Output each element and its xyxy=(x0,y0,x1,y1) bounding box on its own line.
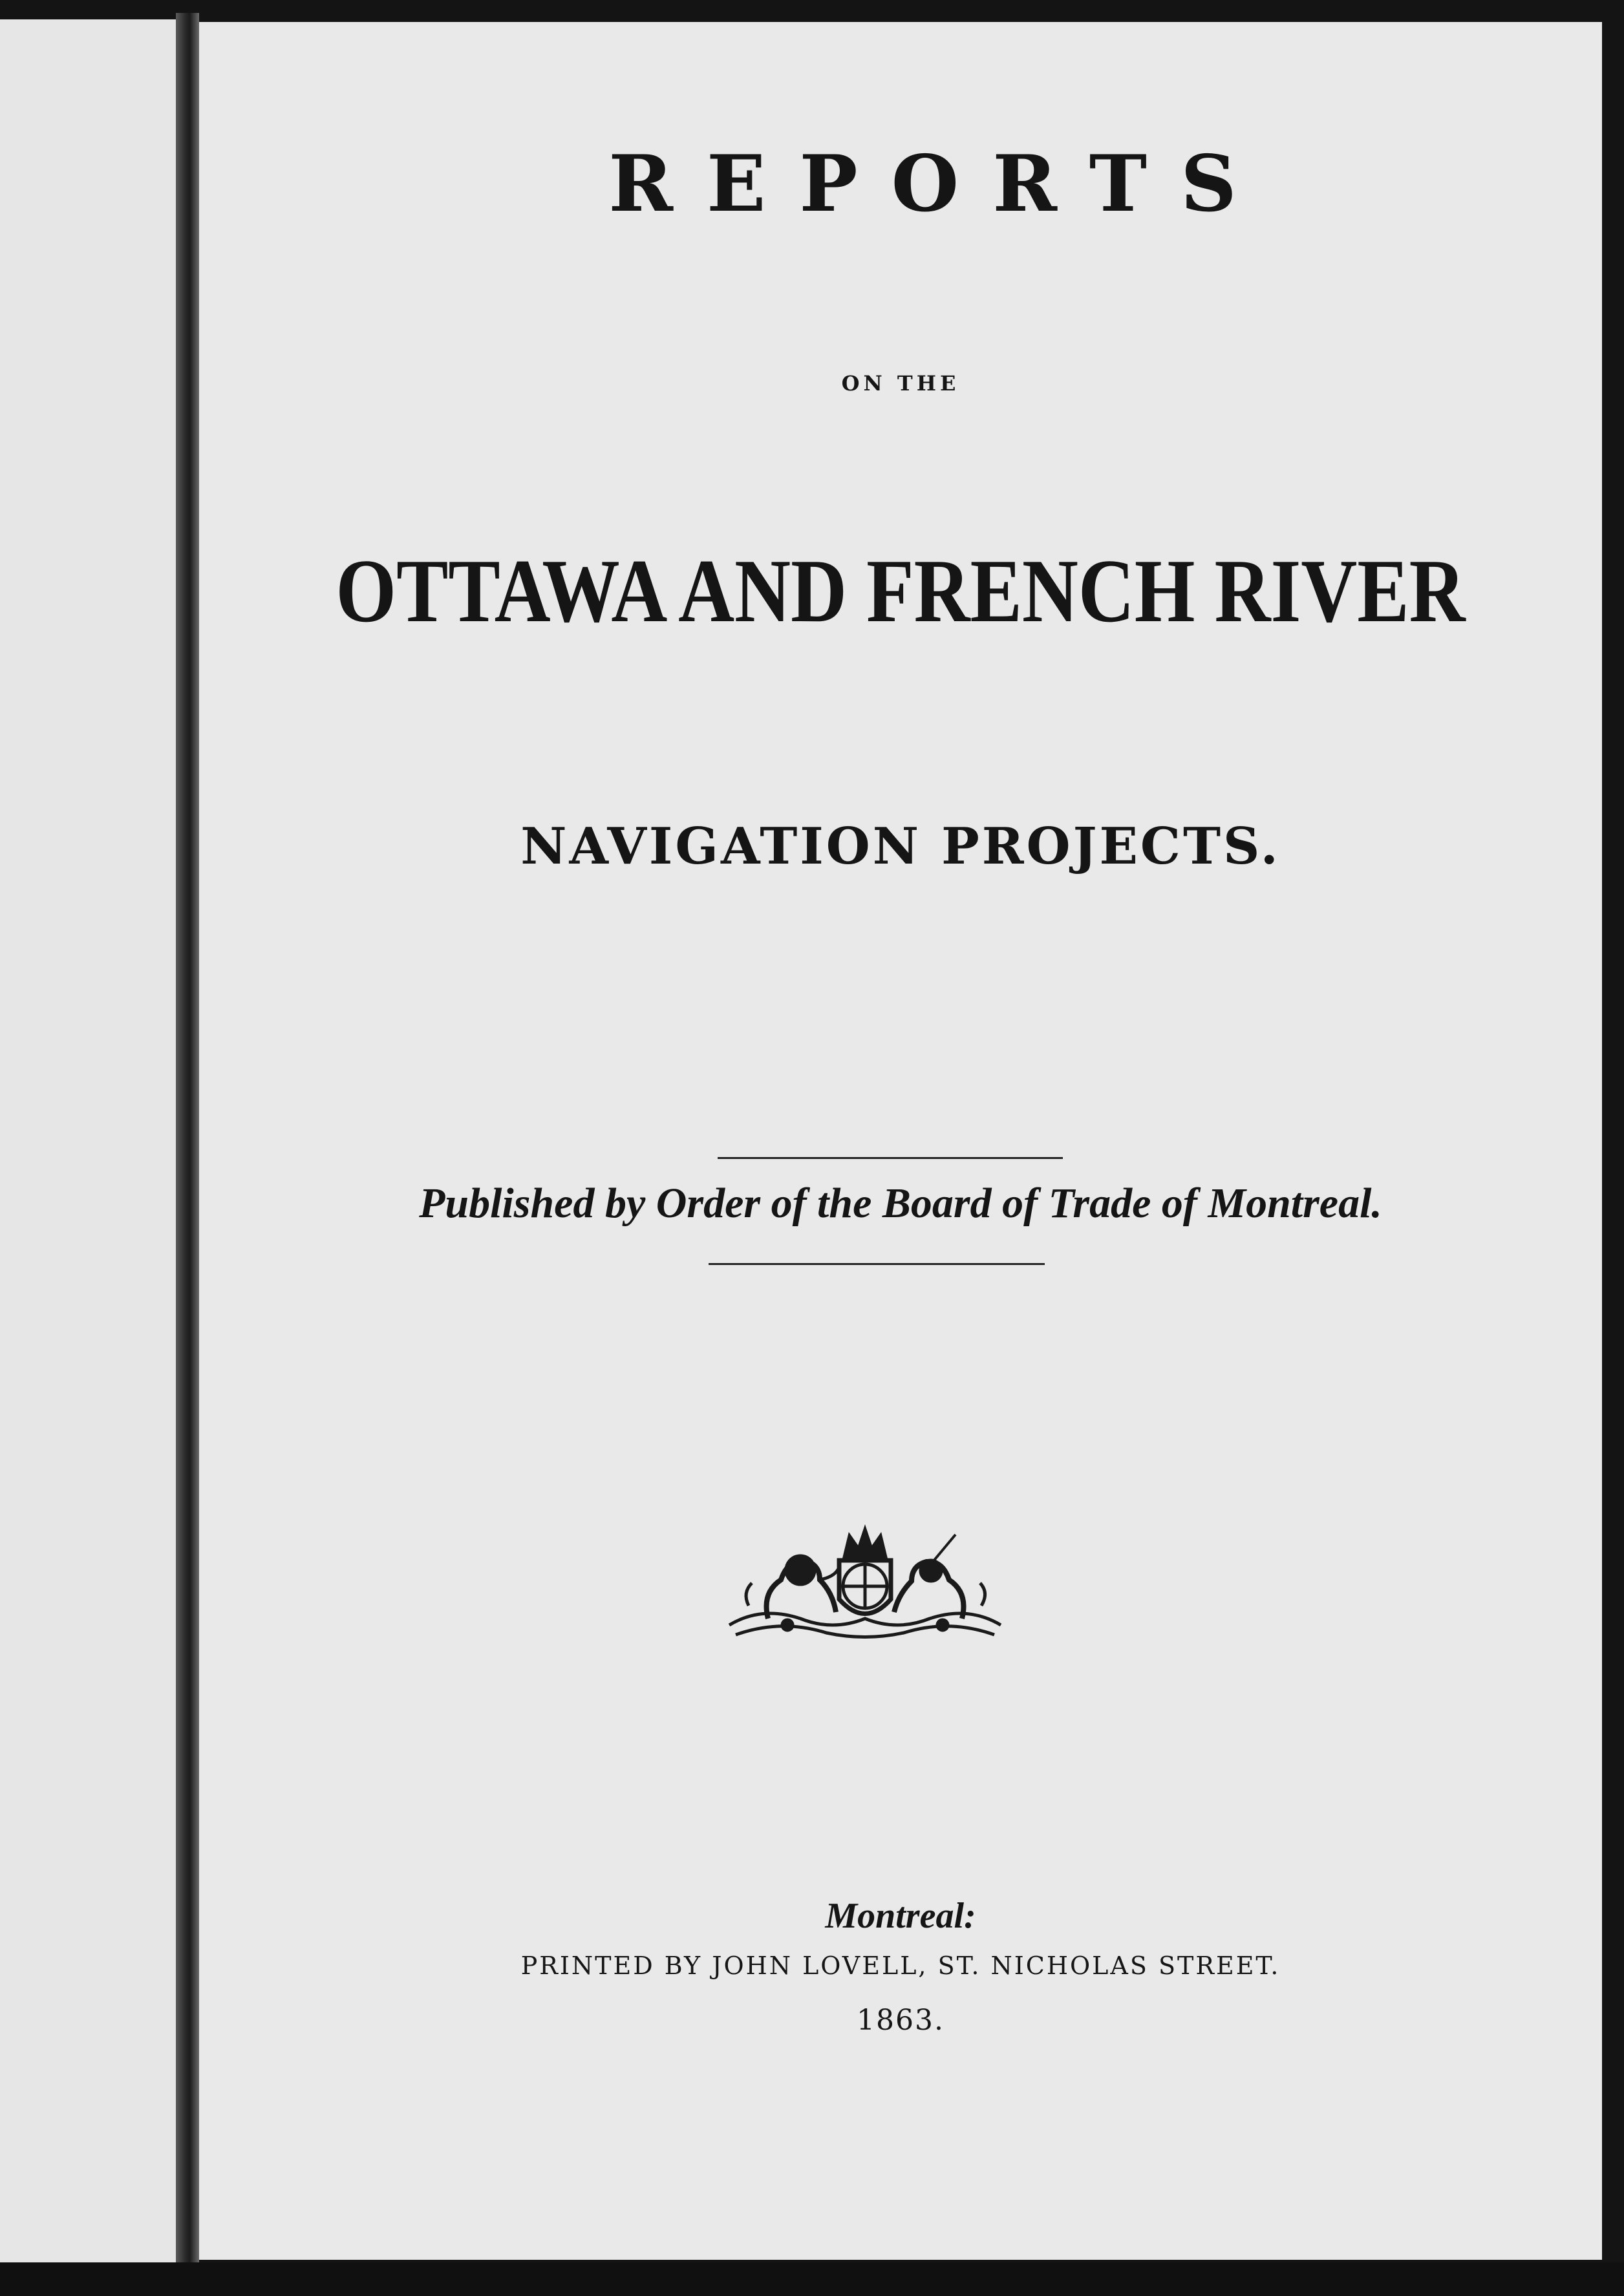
imprint-place: Montreal: xyxy=(825,1896,976,1936)
title-heading: REPORTS xyxy=(608,138,1270,229)
title-subtitle: NAVIGATION PROJECTS. xyxy=(520,817,1281,876)
title-connector: ON THE xyxy=(841,371,960,396)
royal-coat-of-arms-icon xyxy=(723,1522,1007,1644)
top-rule xyxy=(718,1157,1063,1159)
bottom-rule xyxy=(709,1263,1045,1265)
imprint-year: 1863. xyxy=(857,2004,945,2037)
title-subject: OTTAWA AND FRENCH RIVER xyxy=(336,541,1466,641)
publisher-note: Published by Order of the Board of Trade of Montreal. xyxy=(419,1180,1382,1227)
title-page xyxy=(199,22,1602,2260)
book-gutter xyxy=(176,13,199,2269)
facing-page-edge xyxy=(0,19,176,2262)
scan-border xyxy=(0,2262,1624,2296)
imprint-printer: PRINTED BY JOHN LOVELL, ST. NICHOLAS STREET. xyxy=(520,1951,1281,1980)
